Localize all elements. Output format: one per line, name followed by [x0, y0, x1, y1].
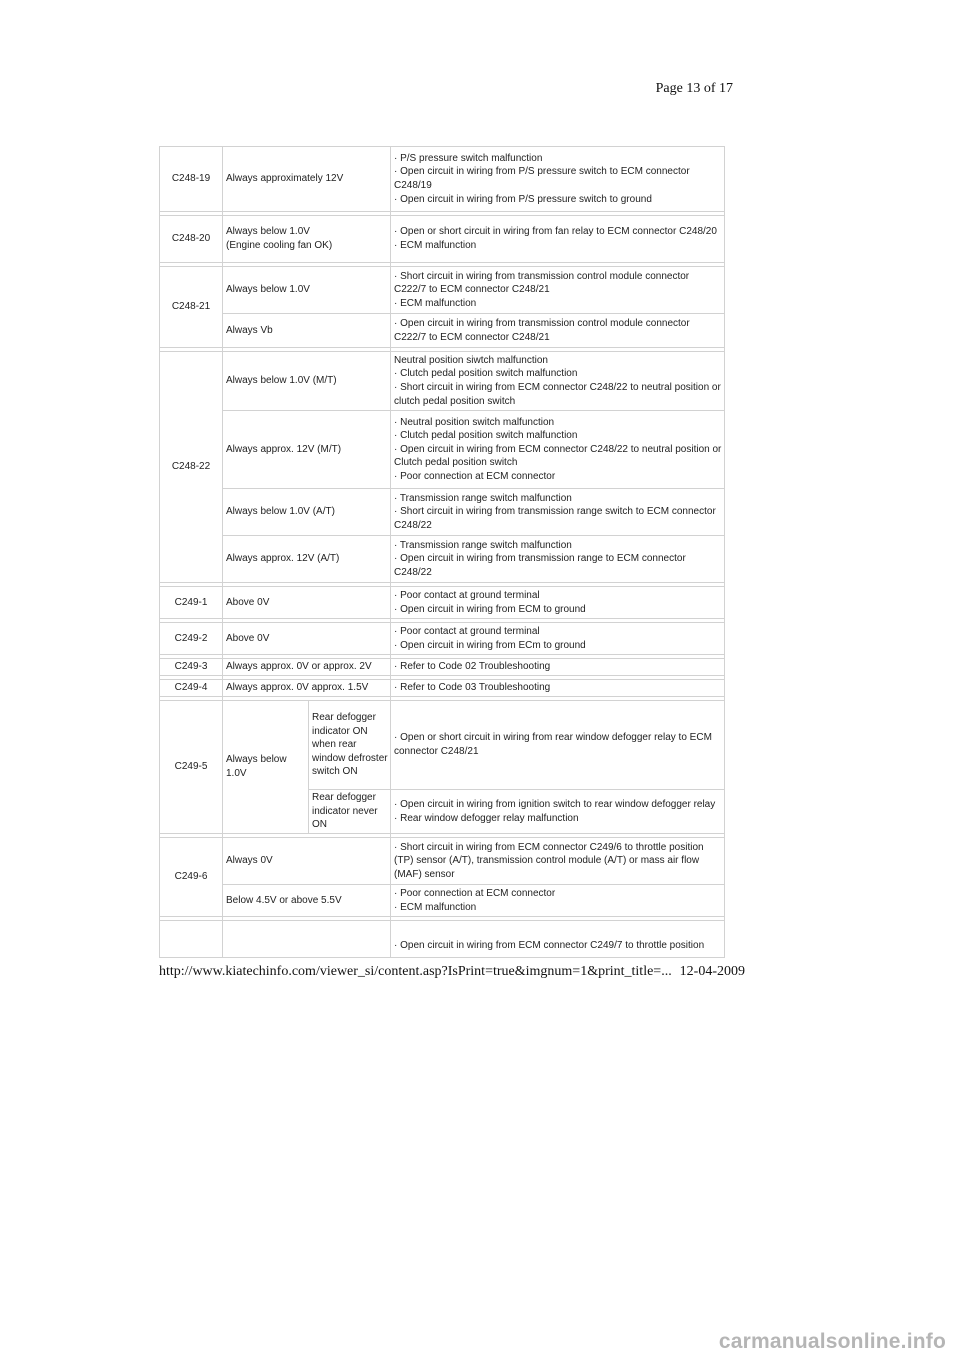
cause-cell [391, 623, 725, 655]
terminal-cell: C249-3 [160, 659, 223, 676]
cause-line: · Transmission range switch malfunction [394, 492, 572, 504]
cause-cell: · Open circuit in wiring from ECM connector C249/7 to throttle position [391, 921, 725, 958]
terminal-cell: C248-22 [160, 352, 223, 583]
cause-line: · ECM malfunction [394, 901, 477, 913]
cause-line: · Clutch pedal position switch malfunction [394, 430, 578, 442]
sub-condition-cell: Rear defogger indicator never ON [309, 790, 391, 834]
condition-cell: Always 0V [223, 838, 391, 885]
cause-cell [391, 216, 725, 263]
condition-cell: Always approx. 12V (M/T) [223, 411, 391, 489]
cause-line: · Transmission range switch malfunction [394, 539, 572, 551]
cause-line: · Poor connection at ECM connector [394, 470, 556, 482]
terminal-cell: C248-19 [160, 147, 223, 212]
condition-cell: Above 0V [223, 623, 391, 655]
cause-line: · Open circuit in wiring from P/S pressure switch to ground [394, 193, 652, 205]
condition-cell: Always below 1.0V (M/T) [223, 352, 391, 411]
cause-line: · Open circuit in wiring from ignition switch to rear window defogger relay [394, 798, 716, 810]
condition-line: Always below 1.0V [226, 226, 310, 238]
cause-cell: · Refer to Code 03 Troubleshooting [391, 680, 725, 697]
table-row [160, 411, 725, 489]
cause-line: · Open or short circuit in wiring from fan relay to ECM connector C248/20 [394, 226, 717, 238]
table-row [160, 921, 725, 958]
condition-cell: Always approx. 0V approx. 1.5V [223, 680, 391, 697]
cause-line: · ECM malfunction [394, 297, 477, 309]
cause-line: · Poor contact at ground terminal [394, 589, 540, 601]
page-number: Page 13 of 17 [655, 81, 733, 96]
cause-line: · Neutral position switch malfunction [394, 416, 555, 428]
cause-line: Neutral position siwtch malfunction [394, 354, 548, 366]
cause-line: · Poor contact at ground terminal [394, 625, 540, 637]
condition-cell: Always approximately 12V [223, 147, 391, 212]
cause-line: · Clutch pedal position switch malfunction [394, 368, 578, 380]
print-date: 12-04-2009 [679, 964, 745, 979]
condition-cell: Always below 1.0V (A/T) [223, 489, 391, 536]
table-row [160, 680, 725, 697]
terminal-cell: C248-20 [160, 216, 223, 263]
cause-line: · Short circuit in wiring from ECM connector C249/6 to throttle position (TP) sensor (A/T), transmission control module (A/T) or mass air flow (MAF) sensor [394, 841, 704, 880]
cause-cell [391, 536, 725, 583]
condition-cell: Below 4.5V or above 5.5V [223, 885, 391, 917]
terminal-cell: C249-6 [160, 838, 223, 917]
cause-line: · Open circuit in wiring from ECM connector C248/22 to neutral position or Clutch pedal position switch [394, 443, 722, 469]
table-row [160, 587, 725, 619]
condition-cell: Always below 1.0V [223, 267, 391, 314]
cause-cell [391, 314, 725, 348]
cause-line: · ECM malfunction [394, 240, 477, 251]
cause-cell [391, 790, 725, 834]
terminal-cell: C248-21 [160, 267, 223, 348]
cause-line: · Open circuit in wiring from P/S pressure switch to ECM connector C248/19 [394, 166, 690, 191]
cause-line: · Open circuit in wiring from ECm to ground [394, 639, 586, 651]
cause-cell [391, 489, 725, 536]
condition-line: (Engine cooling fan OK) [226, 240, 333, 251]
table-row [160, 147, 725, 212]
cause-cell [391, 838, 725, 885]
table-row [160, 267, 725, 314]
table-row [160, 659, 725, 676]
cause-line: · Open or short circuit in wiring from rear window defogger relay to ECM connector C248/21 [394, 732, 712, 757]
condition-cell [223, 921, 391, 958]
cause-cell [391, 147, 725, 212]
cause-line: · Rear window defogger relay malfunction [394, 812, 579, 824]
cause-cell [391, 411, 725, 489]
table-row [160, 489, 725, 536]
table-row [160, 216, 725, 263]
cause-cell [391, 267, 725, 314]
cause-line: · Open circuit in wiring from transmission control module connector C222/7 to ECM connector C248/21 [394, 317, 690, 343]
cause-line: · Poor connection at ECM connector [394, 887, 556, 899]
cause-line: · Short circuit in wiring from ECM connector C248/22 to neutral position or clutch pedal position switch [394, 382, 721, 407]
cause-cell [391, 885, 725, 917]
cause-cell [391, 352, 725, 411]
condition-cell: Above 0V [223, 587, 391, 619]
table-row [160, 838, 725, 885]
cause-line: · P/S pressure switch malfunction [394, 152, 543, 164]
cause-line: · Short circuit in wiring from transmission range switch to ECM connector C248/22 [394, 506, 716, 531]
table-row [160, 536, 725, 583]
terminal-cell [160, 921, 223, 958]
table-row [160, 701, 725, 790]
condition-cell: Always below 1.0V [223, 701, 309, 834]
source-url: http://www.kiatechinfo.com/viewer_si/content.asp?IsPrint=true&imgnum=1&print_title=... [159, 964, 672, 979]
table-row [160, 352, 725, 411]
condition-cell [223, 216, 391, 263]
sub-condition-cell: Rear defogger indicator ON when rear window defroster switch ON [309, 701, 391, 790]
cause-cell: · Refer to Code 02 Troubleshooting [391, 659, 725, 676]
cause-cell [391, 587, 725, 619]
condition-cell: Always Vb [223, 314, 391, 348]
watermark-logo: carmanualsonline.info [718, 1330, 946, 1353]
cause-line: · Short circuit in wiring from transmission control module connector C222/7 to ECM connector C248/21 [394, 270, 690, 296]
page-footer [159, 964, 745, 980]
terminal-cell: C249-5 [160, 701, 223, 834]
table-row [160, 314, 725, 348]
terminal-cell: C249-2 [160, 623, 223, 655]
cause-cell [391, 701, 725, 790]
condition-cell: Always approx. 0V or approx. 2V [223, 659, 391, 676]
table-row [160, 623, 725, 655]
cause-line: · Open circuit in wiring from transmission range to ECM connector C248/22 [394, 553, 686, 578]
terminal-cell: C249-4 [160, 680, 223, 697]
ecm-terminal-table [159, 146, 725, 958]
condition-cell: Always approx. 12V (A/T) [223, 536, 391, 583]
cause-line: · Open circuit in wiring from ECM to ground [394, 603, 586, 615]
table-row [160, 885, 725, 917]
terminal-cell: C249-1 [160, 587, 223, 619]
